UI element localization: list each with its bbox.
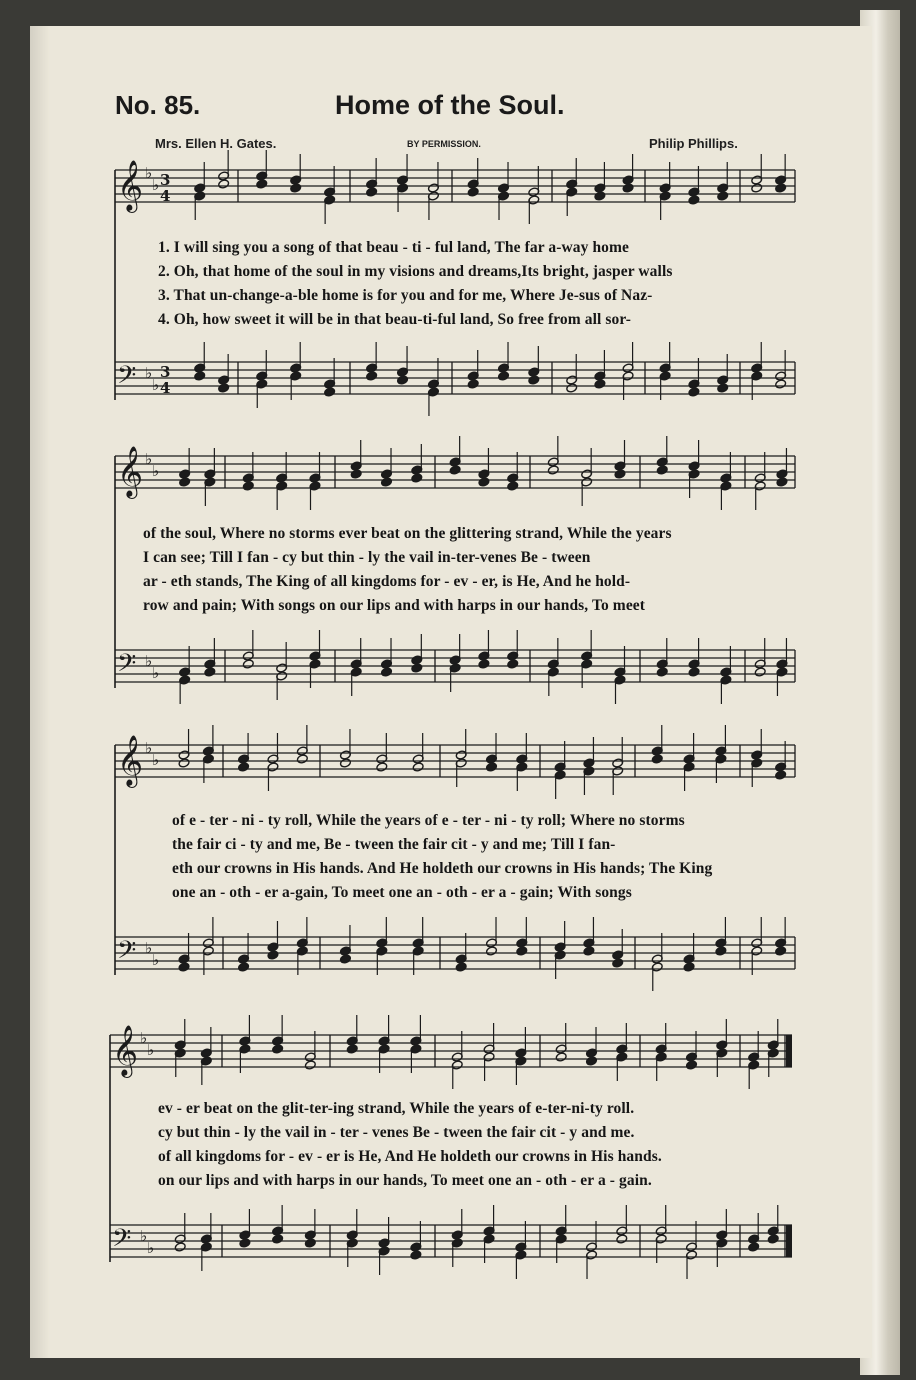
note-head	[498, 371, 510, 381]
flat-icon: ♭	[152, 664, 160, 682]
bass-clef-icon: 𝄢	[117, 649, 137, 684]
permission-note: BY PERMISSION.	[407, 139, 481, 149]
time-signature-top: 3	[160, 171, 171, 189]
note-head	[350, 469, 362, 479]
note-head	[478, 477, 490, 487]
system-3-verse-1: of e - ter - ni - ty roll, While the years of e - ter - ni - ty roll; Where no storms	[172, 812, 685, 829]
note-head	[651, 754, 663, 764]
system-2-verse-4: row and pain; With songs on our lips and with harps in our hands, To meet	[143, 597, 646, 614]
time-signature-top: 3	[160, 363, 171, 381]
note-head	[296, 754, 308, 764]
note-head	[686, 1060, 698, 1070]
note-head	[717, 383, 729, 393]
note-head	[583, 946, 595, 956]
note-head	[411, 663, 423, 673]
flat-icon: ♭	[147, 1239, 155, 1257]
note-head	[346, 1044, 358, 1054]
note-head	[178, 962, 190, 972]
note-head	[239, 1238, 251, 1248]
note-head	[449, 465, 461, 475]
note-head	[174, 1242, 186, 1252]
note-head	[267, 950, 279, 960]
lyricist-credit: Mrs. Ellen H. Gates.	[155, 136, 277, 151]
time-signature-bottom: 4	[160, 379, 171, 397]
treble-clef-icon: 𝄞	[112, 1025, 139, 1076]
note-head	[204, 667, 216, 677]
note-head	[324, 387, 336, 397]
treble-clef-icon: 𝄞	[117, 160, 144, 211]
note-head	[410, 1250, 422, 1260]
note-head	[775, 946, 787, 956]
note-head	[594, 191, 606, 201]
note-head	[566, 383, 578, 393]
system-4-verse-3: of all kingdoms for - ev - er is He, And He holdeth our crowns in His hands.	[158, 1148, 662, 1165]
system-1-verse-1: 1. I will sing you a song of that beau - ti - ful land, The far a-way home	[158, 239, 630, 256]
note-head	[340, 954, 352, 964]
note-head	[547, 465, 559, 475]
flat-icon: ♭	[152, 751, 160, 769]
note-head	[242, 481, 254, 491]
system-3-verse-2: the fair ci - ty and me, Be - tween the fair cit - y and me; Till I fan-	[172, 836, 616, 853]
note-head	[304, 1060, 316, 1070]
note-head	[656, 667, 668, 677]
note-head	[516, 946, 528, 956]
note-head	[507, 659, 519, 669]
note-head	[381, 477, 393, 487]
note-head	[272, 1044, 284, 1054]
hymn-title: Home of the Soul.	[335, 90, 565, 120]
hymn-number: No. 85.	[115, 90, 201, 120]
system-2-verse-3: ar - eth stands, The King of all kingdoms for - ev - er, is He, And he hold-	[143, 573, 631, 590]
flat-icon: ♭	[145, 739, 153, 757]
note-head	[594, 379, 606, 389]
note-head	[748, 1242, 760, 1252]
system-3-verse-3: eth our crowns in His hands. And He holdeth our crowns in His hands; The King	[172, 860, 713, 877]
note-head	[238, 962, 250, 972]
flat-icon: ♭	[152, 176, 160, 194]
final-barline	[786, 1225, 792, 1257]
note-head	[486, 946, 498, 956]
flat-icon: ♭	[140, 1227, 148, 1245]
flat-icon: ♭	[145, 450, 153, 468]
note-head	[656, 465, 668, 475]
system-3-verse-4: one an - oth - er a-gain, To meet one an - oth - er a - gain; With songs	[172, 884, 632, 901]
note-head	[612, 958, 624, 968]
note-head	[555, 1052, 567, 1062]
system-4-verse-2: cy but thin - ly the vail in - ter - venes Be - tween the fair cit - y and me.	[158, 1124, 635, 1141]
system-2-verse-2: I can see; Till I fan - cy but thin - ly the vail in-ter-venes Be - tween	[143, 549, 591, 566]
note-head	[767, 1234, 779, 1244]
note-head	[614, 469, 626, 479]
note-head	[507, 481, 519, 491]
note-head	[586, 1056, 598, 1066]
note-head	[717, 191, 729, 201]
note-head	[411, 473, 423, 483]
note-head	[715, 946, 727, 956]
flat-icon: ♭	[152, 951, 160, 969]
time-signature-bottom: 4	[160, 187, 171, 205]
note-head	[179, 477, 191, 487]
flat-icon: ♭	[140, 1029, 148, 1047]
note-head	[775, 770, 787, 780]
note-head	[455, 962, 467, 972]
system-1-verse-4: 4. Oh, how sweet it will be in that beau-ti-ful land, So free from all sor-	[158, 311, 632, 328]
note-head	[528, 375, 540, 385]
flat-icon: ♭	[147, 1041, 155, 1059]
flat-icon: ♭	[145, 364, 153, 382]
flat-icon: ♭	[152, 376, 160, 394]
note-head	[683, 962, 695, 972]
note-head	[478, 659, 490, 669]
treble-clef-icon: 𝄞	[117, 446, 144, 497]
note-head	[688, 667, 700, 677]
note-head	[376, 762, 388, 772]
flat-icon: ♭	[145, 939, 153, 957]
note-head	[178, 758, 190, 768]
system-2-verse-1: of the soul, Where no storms ever beat on the glittering strand, While the years	[143, 525, 672, 542]
note-head	[754, 667, 766, 677]
note-head	[775, 183, 787, 193]
note-head	[412, 762, 424, 772]
note-head	[340, 758, 352, 768]
system-1-verse-2: 2. Oh, that home of the soul in my visions and dreams,Its bright, jasper walls	[158, 263, 673, 280]
final-barline	[786, 1035, 792, 1067]
note-head	[381, 667, 393, 677]
note-head	[751, 183, 763, 193]
composer-credit: Philip Phillips.	[649, 136, 738, 151]
note-head	[256, 179, 268, 189]
note-head	[467, 187, 479, 197]
note-head	[616, 1234, 628, 1244]
flat-icon: ♭	[145, 652, 153, 670]
note-head	[622, 183, 634, 193]
note-head	[688, 195, 700, 205]
note-head	[366, 371, 378, 381]
bass-clef-icon: 𝄢	[112, 1224, 132, 1259]
note-head	[218, 179, 230, 189]
note-head	[242, 659, 254, 669]
note-head	[272, 1234, 284, 1244]
flat-icon: ♭	[145, 164, 153, 182]
flat-icon: ♭	[152, 462, 160, 480]
note-head	[467, 379, 479, 389]
system-4-verse-1: ev - er beat on the glit-ter-ing strand, While the years of e-ter-ni-ty roll.	[158, 1100, 635, 1117]
system-1-verse-3: 3. That un-change-a-ble home is for you and for me, Where Je-sus of Naz-	[158, 287, 653, 304]
note-head	[775, 379, 787, 389]
note-head	[194, 371, 206, 381]
bass-clef-icon: 𝄢	[117, 936, 137, 971]
note-head	[776, 477, 788, 487]
treble-clef-icon: 𝄞	[117, 735, 144, 786]
note-head	[238, 762, 250, 772]
note-head	[218, 383, 230, 393]
system-4-verse-4: on our lips and with harps in our hands, To meet one an - oth - er a - gain.	[158, 1172, 652, 1189]
bass-clef-icon: 𝄢	[117, 361, 137, 396]
note-head	[290, 183, 302, 193]
note-head	[486, 762, 498, 772]
note-head	[366, 187, 378, 197]
note-head	[304, 1238, 316, 1248]
note-head	[397, 375, 409, 385]
note-head	[688, 387, 700, 397]
